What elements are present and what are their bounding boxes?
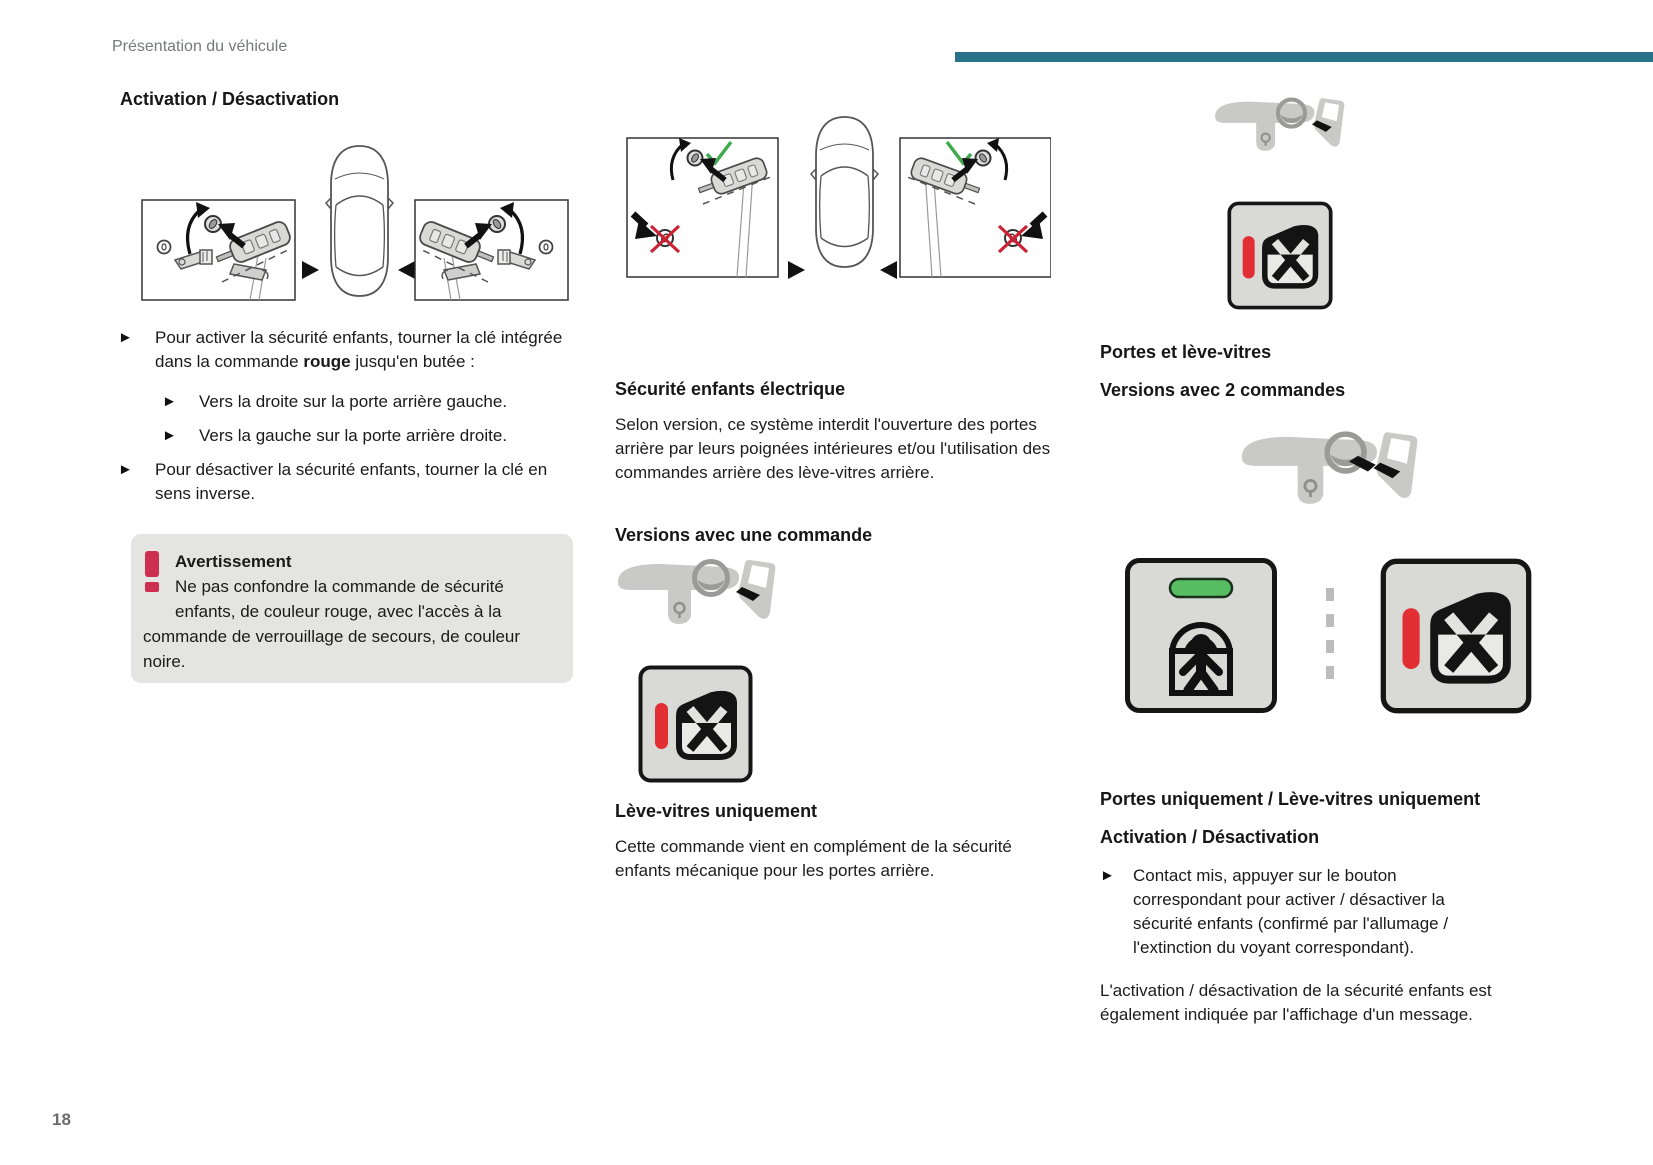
paragraph: Cette commande vient en complément de la sécurité enfants mécanique pour les portes arrière. (615, 837, 1012, 880)
bullet-text: Contact mis, appuyer sur le bouton correspondant pour activer / désactiver la sécurité enfants (confirmé par l'allumage / l'extinction du voyant correspondant). (1133, 866, 1449, 957)
list-item (162, 390, 586, 414)
bullet-text: Pour activer la sécurité enfants, tourner la clé intégrée dans la commande (155, 328, 563, 371)
section-heading-two-controls: Versions avec 2 commandes (1100, 380, 1346, 400)
page-number: 18 (52, 1110, 71, 1129)
section-heading-activation: Activation / Désactivation (120, 89, 340, 109)
section-heading-windows-only: Lève-vitres uniquement (615, 801, 818, 821)
bullet-arrow-icon: ► (118, 329, 133, 346)
bullet-text: Vers la droite sur la porte arrière gauche. (199, 392, 508, 411)
paragraph: Selon version, ce système interdit l'ouverture des portes arrière par leurs poignées intérieures et/ou l'utilisation des commandes arrière des lève-vitres arrière. (615, 415, 1051, 482)
paragraph: L'activation / désactivation de la sécurité enfants est également indiquée par l'affichage d'un message. (1100, 981, 1492, 1024)
mechanical-child-lock-illustration (110, 126, 570, 306)
electric-child-lock-illustration (586, 90, 1051, 280)
section-heading-electric-child-lock: Sécurité enfants électrique (615, 379, 846, 399)
warning-text: Ne pas confondre la commande de sécurité enfants, de couleur rouge, avec l'accès à la commande de verrouillage de secours, de couleur noire. (143, 577, 521, 671)
dashed-divider (1326, 588, 1334, 688)
warning-title: Avertissement (175, 552, 292, 571)
section-heading-doors-or-windows-only: Portes uniquement / Lève-vitres uniquement (1100, 789, 1481, 809)
warning-box (131, 534, 573, 683)
bullet-arrow-icon: ► (162, 427, 177, 444)
window-disable-button-icon (638, 665, 753, 783)
bullet-arrow-icon: ► (162, 393, 177, 410)
bullet-text: jusqu'en butée : (350, 352, 475, 371)
section-heading-doors-and-windows: Portes et lève-vitres (1100, 342, 1272, 362)
bullet-arrow-icon: ► (1100, 867, 1115, 884)
bullet-arrow-icon: ► (118, 461, 133, 478)
warning-exclamation-icon (143, 549, 175, 603)
dashboard-door-illustration-two-controls (1235, 428, 1425, 515)
list-item (162, 424, 586, 448)
section-heading-one-control: Versions avec une commande (615, 525, 873, 545)
list-item (118, 458, 586, 506)
bullet-text: Pour désactiver la sécurité enfants, tourner la clé en sens inverse. (155, 460, 548, 503)
arrow-left-icon (880, 261, 897, 279)
bullet-text-bold: rouge (303, 352, 351, 371)
list-item (1100, 864, 1500, 960)
sub-bullet-list (162, 390, 586, 448)
section-heading-activation-2: Activation / Désactivation (1100, 827, 1320, 847)
activation-bullet-list (118, 326, 586, 506)
dashboard-door-illustration (612, 556, 782, 634)
bullet-text: Vers la gauche sur la porte arrière droite. (199, 426, 508, 445)
child-lock-button-icon (1125, 558, 1277, 713)
arrow-left-icon (398, 261, 415, 279)
dashboard-door-illustration (1210, 95, 1350, 159)
accent-bar (955, 52, 1653, 62)
breadcrumb: Présentation du véhicule (112, 38, 288, 55)
window-disable-button-icon (1227, 201, 1333, 310)
window-disable-button-icon (1380, 558, 1532, 714)
arrow-right-icon (302, 261, 319, 279)
arrow-right-icon (788, 261, 805, 279)
list-item (118, 326, 586, 374)
